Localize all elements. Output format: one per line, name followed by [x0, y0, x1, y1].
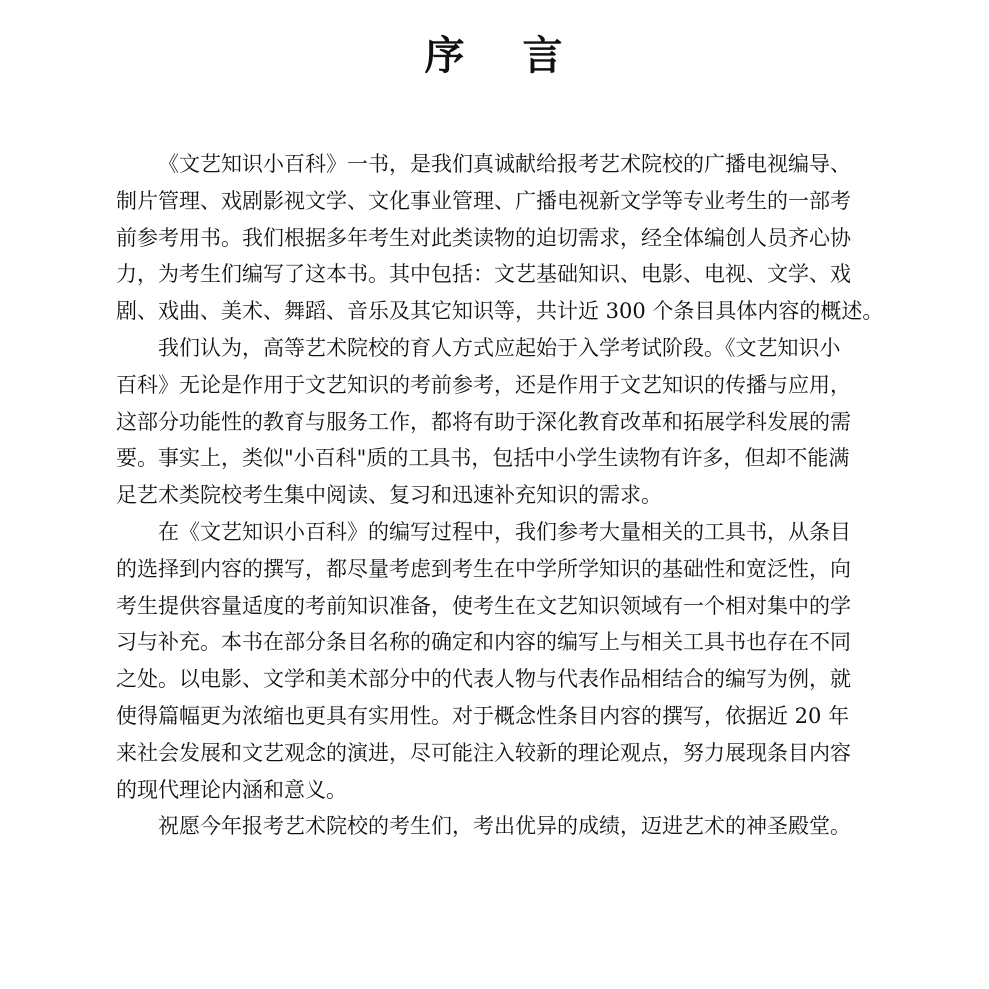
paragraph-line: 使得篇幅更为浓缩也更具有实用性。对于概念性条目内容的撰写，依据近 20 年 — [116, 703, 850, 728]
paragraph-line: 力，为考生们编写了这本书。其中包括：文艺基础知识、电影、电视、文学、戏 — [116, 262, 851, 287]
paragraph-line: 我们认为，高等艺术院校的育人方式应起始于入学考试阶段。《文艺知识小 — [158, 335, 841, 360]
paragraph-line: 百科》无论是作用于文艺知识的考前参考，还是作用于文艺知识的传播与应用， — [116, 372, 851, 397]
paragraph-line: 这部分功能性的教育与服务工作，都将有助于深化教育改革和拓展学科发展的需 — [116, 409, 851, 434]
paragraph-line: 考生提供容量适度的考前知识准备，使考生在文艺知识领域有一个相对集中的学 — [116, 593, 851, 618]
paragraph-line: 的选择到内容的撰写，都尽量考虑到考生在中学所学知识的基础性和宽泛性，向 — [116, 556, 851, 581]
paragraph-line: 剧、戏曲、美术、舞蹈、音乐及其它知识等，共计近 300 个条目具体内容的概述。 — [116, 299, 884, 324]
paragraph-line: 的现代理论内涵和意义。 — [116, 777, 347, 802]
title-char-2: 言 — [522, 33, 565, 79]
paragraph-line: 习与补充。本书在部分条目名称的确定和内容的编写上与相关工具书也存在不同 — [116, 630, 851, 655]
preface-body — [116, 146, 884, 845]
paragraph-line: 足艺术类院校考生集中阅读、复习和迅速补充知识的需求。 — [116, 483, 662, 508]
page-title — [0, 30, 989, 82]
paragraph-line: 要。事实上，类似"小百科"质的工具书，包括中小学生读物有许多，但却不能满 — [116, 446, 850, 471]
paragraph-1 — [116, 146, 884, 330]
paragraph-4 — [116, 808, 874, 845]
paragraph-line: 《文艺知识小百科》一书，是我们真诚献给报考艺术院校的广播电视编导、 — [158, 152, 851, 176]
paragraph-2 — [116, 330, 874, 514]
paragraph-line: 前参考用书。我们根据多年考生对此类读物的迫切需求，经全体编创人员齐心协 — [116, 225, 851, 250]
paragraph-line: 之处。以电影、文学和美术部分中的代表人物与代表作品相结合的编写为例，就 — [116, 667, 851, 692]
paragraph-line: 在《文艺知识小百科》的编写过程中，我们参考大量相关的工具书，从条目 — [158, 519, 851, 544]
paragraph-line: 来社会发展和文艺观念的演进，尽可能注入较新的理论观点，努力展现条目内容 — [116, 740, 851, 765]
paragraph-line: 祝愿今年报考艺术院校的考生们，考出优异的成绩，迈进艺术的神圣殿堂。 — [158, 814, 851, 839]
paragraph-3 — [116, 514, 874, 808]
title-char-1: 序 — [424, 33, 467, 79]
paragraph-line: 制片管理、戏剧影视文学、文化事业管理、广播电视新文学等专业考生的一部考 — [116, 188, 851, 213]
